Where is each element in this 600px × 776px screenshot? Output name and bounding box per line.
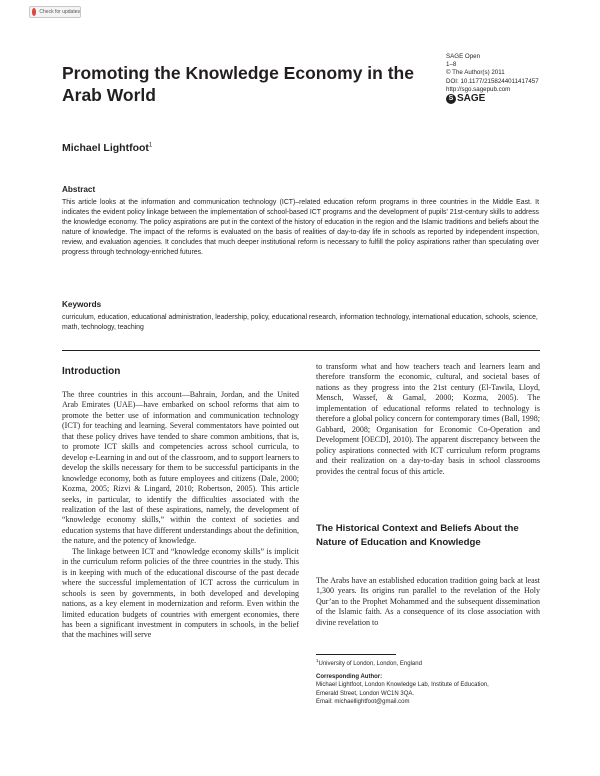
update-icon xyxy=(32,8,36,16)
author-name xyxy=(62,142,152,154)
corresponding-line-2: Emerald Street, London WC1N 3QA. xyxy=(316,690,415,697)
abstract-heading: Abstract xyxy=(62,185,96,194)
article-title: Promoting the Knowledge Economy in the Arab World xyxy=(62,63,414,105)
footnote xyxy=(316,657,540,707)
keywords-text: curriculum, education, educational administration, leadership, policy, educational research, information technology, international education, schools, science, math, technology, teaching xyxy=(62,314,538,332)
author-name-text: Michael Lightfoot xyxy=(62,142,149,154)
intro-paragraph-1: The three countries in this account—Bahrain, Jordan, and the United Arab Emirates (UAE)—have embarked on school reforms that aim to promote the better use of information and communication technology (ICT) for teaching and learning. Several commentators have pointed out that these policy drives have tended to share common ambitions, that is, to promote ICT skills and competencies across school curricula, to develop e-Learning in and out of the classroom, and to support learners to develop the skills necessary for them to be successful participants in the knowledge economy, both as future employees and citizens (Dale, 2000; Kozma, 2005; Rizvi & Lingard, 2010; Robertson, 2005). This article seeks, in particular, to identify the difficulties associated with the realization of the last of these aspirations, namely, the development of “knowledge economy skills,” within the context of societies and education systems that have different understandings about the definition, the nature, and the potency of knowledge. xyxy=(62,390,299,546)
footnote-divider xyxy=(316,654,396,655)
journal-info xyxy=(446,53,566,104)
introduction-heading: Introduction xyxy=(62,366,121,377)
intro-paragraph-3: to transform what and how teachers teach and learners learn and therefore transform the economic, cultural, and societal bases of nations as they progress into the 21st century (El-Tawila, Lloyd, Mensch, Wassef, & Gamal, 2000; Kozma, 2005). The implementation of educational reforms related to technology is therefore a global policy concern for contemporary times (Ball, 1998; Gabbard, 2008; Organisation for Economic Co-Operation and Development [OECD], 2010). The apparent discrepancy between the policy aspirations connected with ICT curriculum reform programs and their realization on a day-to-day basis in school classrooms provides the central focus of this article. xyxy=(316,362,540,476)
history-heading: The Historical Context and Beliefs About the Nature of Education and Knowledge xyxy=(316,523,519,548)
sage-logo-icon: S xyxy=(446,94,456,104)
check-for-updates-badge[interactable] xyxy=(29,6,81,18)
intro-paragraph-2: The linkage between ICT and “knowledge economy skills” is implicit in the curriculum reform policies of the three countries in the study. This is in keeping with much of the educational discourse of the past decade where the successful implementation of ICT across the curriculum in schools is seen by governments, in both developed and developing nations, as a key element in modernization and reform. Even within the limited education budgets of countries with emergent economies, there has been a significant investment in computers in schools, in the belief that the machines will serve xyxy=(62,546,299,640)
author-affil-mark: 1 xyxy=(148,142,153,149)
corresponding-line-1: Michael Lightfoot, London Knowledge Lab, Institute of Education, xyxy=(316,682,489,689)
journal-url[interactable]: http://sgo.sagepub.com xyxy=(446,85,511,93)
left-column xyxy=(62,390,299,641)
abstract-text: This article looks at the information and communication technology (ICT)–related education reform programs in three countries in the Middle East. It indicates the evident policy linkage between the implementation of school-based ICT programs and the development of pupils' 21st-century skills to address the knowledge economy. The policy aspirations are put in the context of the history of education in the region and the Islamic traditions and beliefs about the nature of knowledge. The impact of the reforms is evaluated on the basis of realities of day-to-day life in schools as reported by independent inspection, review, and evaluation agencies. It concludes that much deeper institutional reform is necessary to fulfill the policy aspirations rather than speculating over progress through technology-enriched futures. xyxy=(62,199,539,257)
keywords-heading: Keywords xyxy=(62,300,102,309)
sage-logo-text: SAGE xyxy=(457,92,486,104)
corresponding-author-heading: Corresponding Author: xyxy=(316,673,383,680)
section-divider xyxy=(62,350,540,351)
journal-copyright: © The Author(s) 2011 xyxy=(446,69,505,77)
affiliation-mark: 1 xyxy=(316,658,319,663)
history-column xyxy=(316,576,540,628)
journal-pages: 1–8 xyxy=(446,61,457,69)
journal-name: SAGE Open xyxy=(446,53,481,60)
affiliation-text: University of London, London, England xyxy=(318,661,422,667)
sage-logo xyxy=(446,94,566,104)
affiliation-line xyxy=(316,657,540,669)
journal-doi[interactable]: DOI: 10.1177/2158244011417457 xyxy=(446,77,539,85)
right-column xyxy=(316,362,540,477)
history-paragraph-1: The Arabs have an established education tradition going back at least 1,300 years. Its origins run parallel to the revelation of the Holy Qur’an to the Prophet Mohammed and the subsequent dissemination of the Islamic faith. As a consequence of its close association with divine revelation to xyxy=(316,576,540,627)
corresponding-email[interactable]: Email: michaellightfoot@gmail.com xyxy=(316,699,410,706)
badge-label: Check for updates xyxy=(39,9,80,15)
